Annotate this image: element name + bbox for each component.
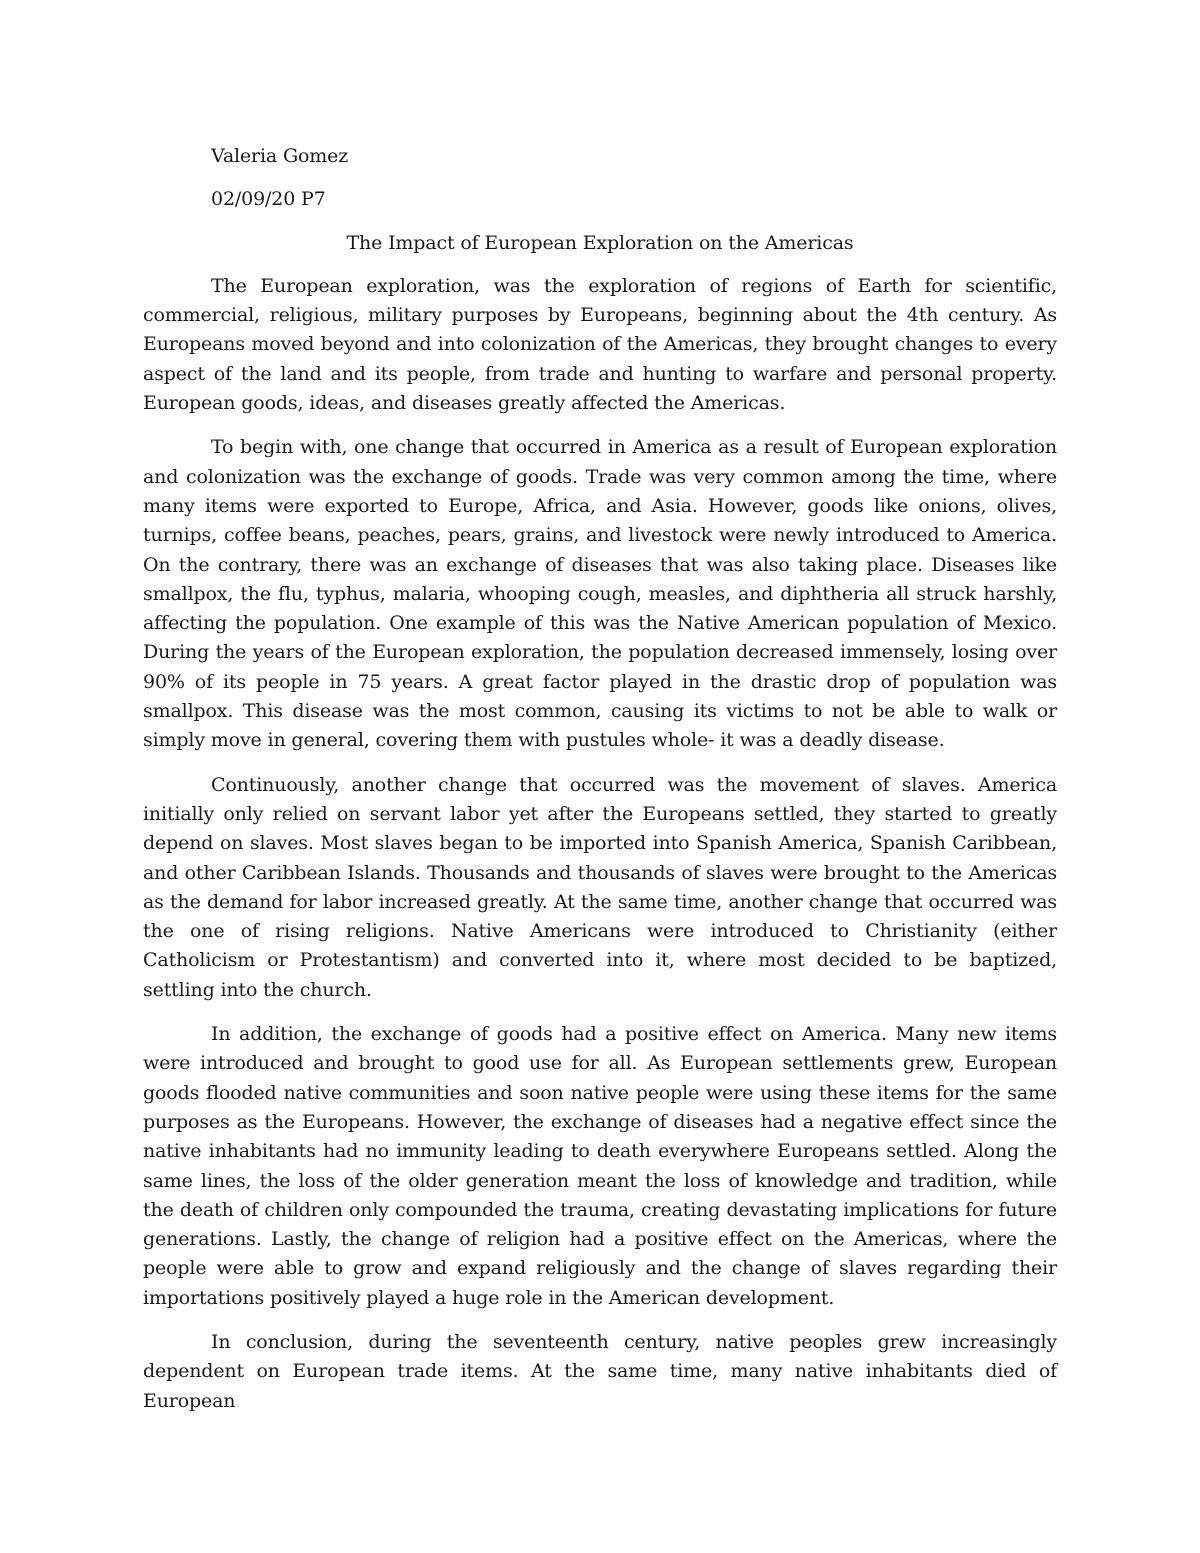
date-period: 02/09/20 P7 (211, 188, 326, 211)
author-name: Valeria Gomez (211, 145, 349, 167)
document-body (143, 142, 1057, 1416)
paragraph-introduction: The European exploration, was the exploration of regions of Earth for scientific, commercial, religious, military purposes by Europeans, beginning about the 4th century. As Europeans moved beyond and into colonization of the Americas, they brought changes to every aspect of the land and its people, from trade and hunting to warfare and personal property. European goods, ideas, and diseases greatly affected the Americas. (143, 274, 1057, 415)
paragraph-conclusion: In conclusion, during the seventeenth century, native peoples grew increasingly dependent on European trade items. At the same time, many native inhabitants died of European (143, 1330, 1057, 1412)
paragraph-body-1: To begin with, one change that occurred in America as a result of European exploration and colonization was the exchange of goods. Trade was very common among the time, where many items were exported to Europe, Africa, and Asia. However, goods like onions, olives, turnips, coffee beans, peaches, pears, grains, and livestock were newly introduced to America. On the contrary, there was an exchange of diseases that was also taking place. Diseases like smallpox, the flu, typhus, malaria, whooping cough, measles, and diphtheria all struck harshly, affecting the population. One example of this was the Native American population of Mexico. During the years of the European exploration, the population decreased immensely, losing over 90% of its people in 75 years. A great factor played in the drastic drop of population was smallpox. This disease was the most common, causing its victims to not be able to walk or simply move in general, covering them with pustules whole- it was a deadly disease. (143, 436, 1057, 752)
paragraph-body-3: In addition, the exchange of goods had a positive effect on America. Many new items were introduced and brought to good use for all. As European settlements grew, European goods flooded native communities and soon native people were using these items for the same purposes as the Europeans. However, the exchange of diseases had a negative effect since the native inhabitants had no immunity leading to death everywhere Europeans settled. Along the same lines, the loss of the older generation meant the loss of knowledge and tradition, while the death of children only compounded the trauma, creating devastating implications for future generations. Lastly, the change of religion had a positive effect on the Americas, where the people were able to grow and expand religiously and the change of slaves regarding their importations positively played a huge role in the American development. (143, 1023, 1057, 1309)
essay-title: The Impact of European Exploration on the Americas (346, 231, 854, 254)
paragraph-body-2: Continuously, another change that occurred was the movement of slaves. America initially only relied on servant labor yet after the Europeans settled, they started to greatly depend on slaves. Most slaves began to be imported into Spanish America, Spanish Caribbean, and other Caribbean Islands. Thousands and thousands of slaves were brought to the Americas as the demand for labor increased greatly. At the same time, another change that occurred was the one of rising religions. Native Americans were introduced to Christianity (either Catholicism or Protestantism) and converted into it, where most decided to be baptized, settling into the church. (143, 773, 1057, 1001)
